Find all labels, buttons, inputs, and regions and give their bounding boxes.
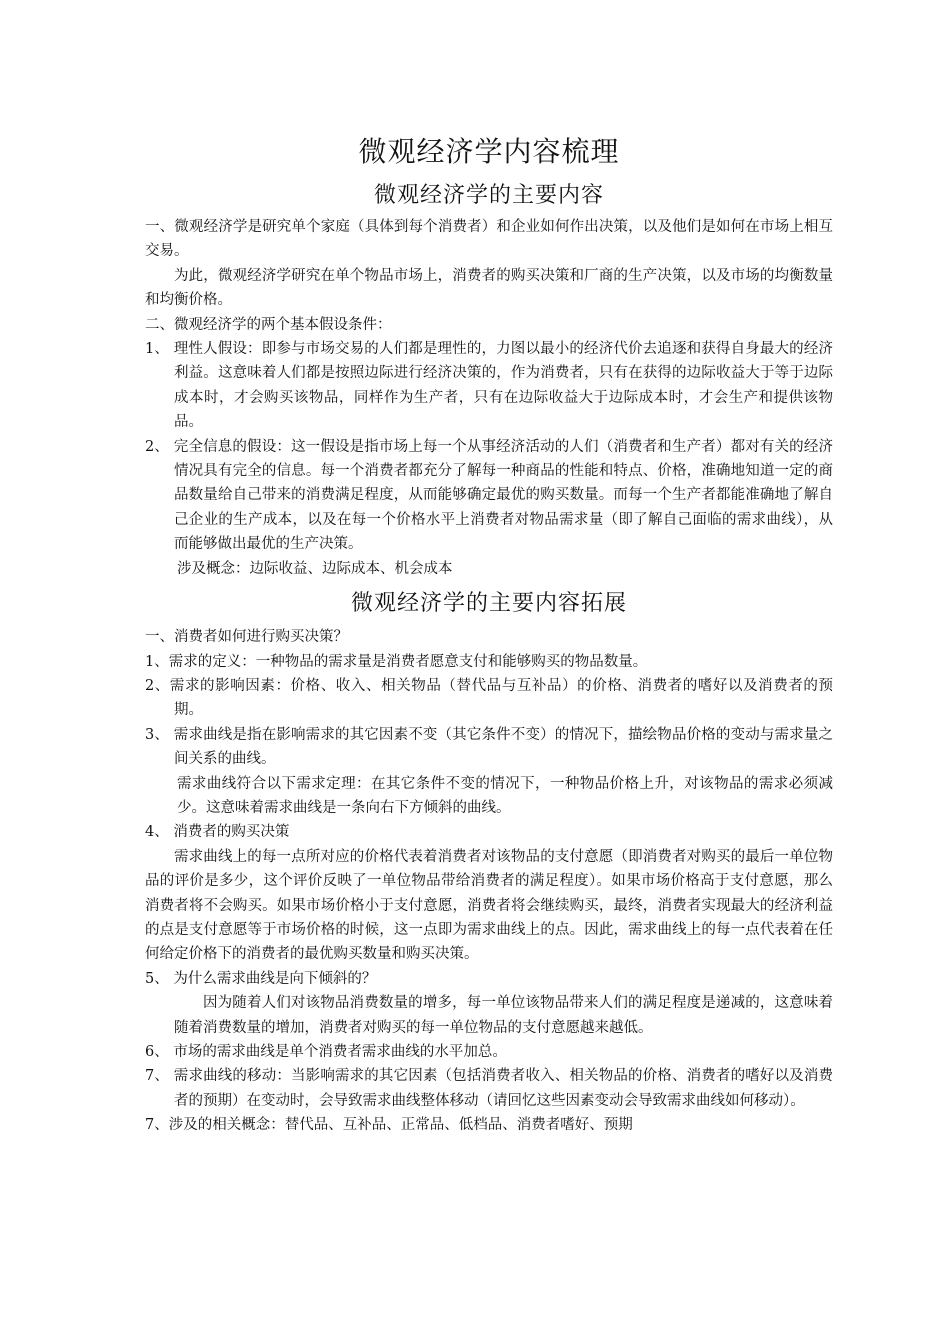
document-title: 微观经济学内容梳理 [358,135,620,168]
paragraph-willingness-to-pay: 需求曲线上的每一点所对应的价格代表着消费者对该物品的支付意愿（即消费者对购买的最后一单位物品的评价是多少，这个评价反映了一单位物品带给消费者的满足程度）。如果市场价格高于支付意愿，那么消费者将不会购买。如果市场价格小于支付意愿，消费者将会继续购买，最终，消费者实现最大的经济利益的点是支付意愿等于市场价格的时候，这一点即为需求曲线上的点。因此，需求曲线上的每一点代表着在任何给定价格下的消费者的最优购买数量和购买决策。 [145,848,833,963]
paragraph-demand-law: 需求曲线符合以下需求定理：在其它条件不变的情况下，一种物品价格上升，对该物品的需求必须减少。这意味着需求曲线是一条向右下方倾斜的曲线。 [177,775,833,816]
paragraph-diminishing-satisfaction: 因为随着人们对该物品消费数量的增多，每一单位该物品带来人们的满足程度是递减的，这意味着随着消费数量的增加，消费者对购买的每一单位物品的支付意愿越来越低。 [174,995,833,1036]
paragraph-related-concepts: 涉及概念：边际收益、边际成本、机会成本 [177,560,453,577]
list-item-why-downward: 5、 为什么需求曲线是向下倾斜的？ [145,970,377,987]
list-item-demand-curve: 3、 需求曲线是指在影响需求的其它因素不变（其它条件不变）的情况下，描绘物品价格的变动与需求量之间关系的曲线。 [145,726,833,768]
list-item-rational-person: 1、 理性人假设：即参与市场交易的人们都是理性的，力图以最小的经济代价去追逐和获得自身最大的经济利益。这意味着人们都是按照边际进行经济决策的，作为消费者，只有在获得的边际收益大于等于边际成本时，才会购买该物品，同样作为生产者，只有在边际收益大于边际成本时，才会生产和提供该物品。 [145,341,833,431]
paragraph-definition: 一、微观经济学是研究单个家庭（具体到每个消费者）和企业如何作出决策，以及他们是如何在市场上相互交易。 [145,219,833,260]
paragraph-assumptions-heading: 二、微观经济学的两个基本假设条件： [145,316,392,333]
list-item-purchase-decision: 4、 消费者的购买决策 [145,824,290,841]
list-item-complete-information: 2、 完全信息的假设：这一假设是指市场上每一个从事经济活动的人们（消费者和生产者）都对有关的经济情况具有完全的信息。每一个消费者都充分了解每一种商品的性能和特点、价格，准确地知道一定的商品数量给自己带来的消费满足程度，从而能够确定最优的购买数量。而每一个生产者都能准确地了解自己企业的生产成本，以及在每一个价格水平上消费者对物品需求量（即了解自己面临的需求曲线），从而能够做出最优的生产决策。 [145,438,833,553]
paragraph-question-purchase: 一、消费者如何进行购买决策？ [145,629,348,646]
paragraph-research-scope: 为此，微观经济学研究在单个物品市场上，消费者的购买决策和厂商的生产决策，以及市场的均衡数量和均衡价格。 [145,267,833,309]
list-item-demand-factors: 2、需求的影响因素：价格、收入、相关物品（替代品与互补品）的价格、消费者的嗜好以及消费者的预期。 [145,677,833,719]
list-item-demand-shift: 7、 需求曲线的移动：当影响需求的其它因素（包括消费者收入、相关物品的价格、消费者的嗜好以及消费者的预期）在变动时，会导致需求曲线整体移动（请回忆这些因素变动会导致需求曲线如何移动）。 [145,1068,833,1109]
document-content [145,133,833,1138]
list-item-related-concepts: 7、涉及的相关概念：替代品、互补品、正常品、低档品、消费者嗜好、预期 [145,1117,633,1134]
list-item-market-demand: 6、 市场的需求曲线是单个消费者需求曲线的水平加总。 [145,1044,507,1060]
section-heading-main-content: 微观经济学的主要内容 [373,183,604,208]
list-item-demand-definition: 1、需求的定义：一种物品的需求量是消费者愿意支付和能够购买的物品数量。 [145,653,648,670]
section-heading-extension: 微观经济学的主要内容拓展 [350,591,627,617]
